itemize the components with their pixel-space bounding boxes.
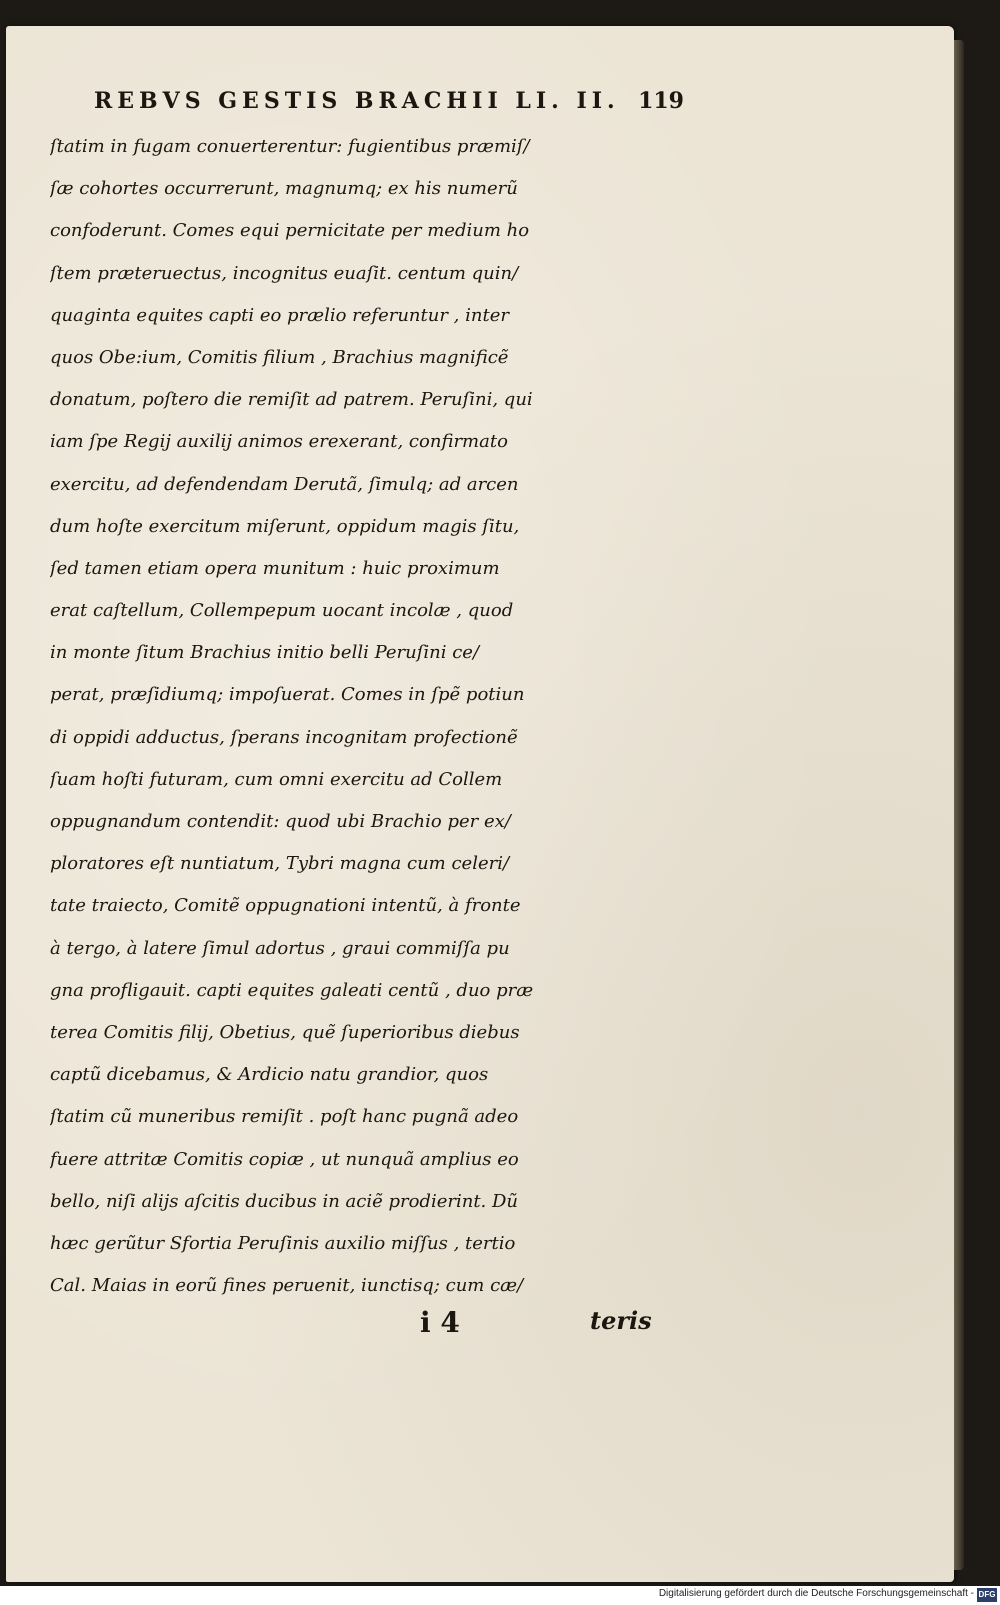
text-line: ſtem præteruectus, incognitus euaſit. centum quin/: [50, 262, 519, 284]
text-line: donatum, poſtero die remiſit ad patrem. Peruſini, qui: [50, 389, 533, 411]
text-line: fuere attritæ Comitis copiæ , ut nunquã amplius eo: [50, 1148, 519, 1170]
text-line: terea Comitis filij, Obetius, quẽ ſuperioribus diebus: [50, 1021, 520, 1043]
text-line: di oppidi adductus, ſperans incognitam profectionẽ: [50, 726, 518, 748]
text-line: gna profligauit. capti equites galeati centũ , duo præ: [50, 979, 534, 1001]
footer-bar: [0, 1586, 1000, 1605]
catchword: teris: [590, 1306, 652, 1335]
text-line: ſed tamen etiam opera munitum : huic proximum: [50, 557, 500, 579]
text-line: tate traiecto, Comitẽ oppugnationi intentũ, à fronte: [50, 895, 521, 917]
text-line: ſuam hoſti futuram, cum omni exercitu ad Collem: [50, 768, 503, 790]
text-line: oppugnandum contendit: quod ubi Brachio per ex/: [50, 811, 511, 832]
text-line: captũ dicebamus, & Ardicio natu grandior, quos: [50, 1064, 489, 1086]
text-line: dum hoſte exercitum miſerunt, oppidum magis ſitu,: [50, 515, 520, 537]
body-text: [50, 126, 690, 1307]
text-line: quos Obe:ium, Comitis filium , Brachius magnificẽ: [50, 346, 509, 368]
footer-credit: Digitalisierung gefördert durch die Deutsche Forschungsgemeinschaft -: [658, 1588, 974, 1599]
text-line: Cal. Maias in eorũ fines peruenit, iunctisq; cum cæ/: [50, 1275, 524, 1297]
running-head-title: REBVS GESTIS BRACHII LI. II.: [94, 88, 620, 114]
folio-number: 119: [638, 88, 684, 114]
running-head: [94, 88, 684, 120]
dfg-logo: DFG: [977, 1588, 997, 1602]
text-line: ſæ cohortes occurrerunt, magnumq; ex his numerũ: [50, 178, 518, 200]
text-line: quaginta equites capti eo prælio referuntur , inter: [50, 304, 509, 326]
text-line: ſtatim cũ muneribus remiſit . poſt hanc pugnã adeo: [50, 1106, 519, 1128]
signature-mark: i 4: [420, 1306, 460, 1339]
text-line: exercitu, ad defendendam Derutã, ſimulq; ad arcen: [50, 473, 519, 495]
text-line: ſtatim in fugam conuerterentur: fugientibus præmiſ/: [50, 136, 530, 157]
text-line: in monte ſitum Brachius initio belli Peruſini ce/: [50, 642, 480, 664]
page-edge: [954, 40, 964, 1570]
text-line: hæc gerũtur Sfortia Peruſinis auxilio miſſus , tertio: [50, 1232, 516, 1254]
text-line: confoderunt. Comes equi pernicitate per medium ho: [50, 220, 530, 242]
text-line: à tergo, à latere ſimul adortus , graui commiſſa pu: [50, 937, 510, 959]
text-line: bello, niſi aliјs aſcitis ducibus in aciẽ prodierint. Dũ: [50, 1190, 519, 1212]
text-line: ploratores eſt nuntiatum, Tybri magna cum celeri/: [50, 853, 510, 875]
text-line: erat caſtellum, Collempepum uocant incolæ , quod: [50, 600, 514, 622]
text-line: iam ſpe Regij auxilij animos erexerant, confirmato: [50, 431, 508, 453]
text-line: perat, præſidiumq; impoſuerat. Comes in ſpẽ potiun: [50, 684, 525, 706]
